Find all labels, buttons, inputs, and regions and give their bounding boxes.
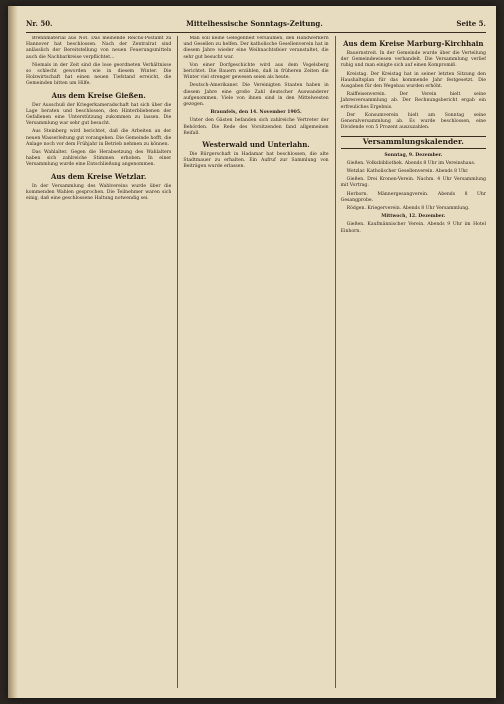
- article-text: Kreistag. Der Kreistag hat in seiner letzten Sitzung den Haushaltsplan für das kommende Jahr festgesetzt. Die Ausgaben für den Wegebau wurden erhöht.: [340, 71, 486, 90]
- calendar-entry: Rödgen. Kriegerverein. Abends 8 Uhr Versammlung.: [346, 206, 470, 212]
- article-text: In der Versammlung des Wahlvereins wurde über die kommenden Wahlen gesprochen. Die Teilnehmer waren sich einig, daß eine geschlossene Haltung notwendig sei.: [26, 183, 172, 202]
- section-heading: Westerwald und Unterlahn.: [202, 140, 310, 150]
- newspaper-page: [8, 6, 496, 698]
- newspaper-title: Mittelhessische Sonntags-Zeitung.: [186, 18, 323, 28]
- article-text: Der Konsumverein hielt am Sonntag seine Generalversammlung ab. Es wurde beschlossen, eine Dividende von 5 Prozent auszuzahlen.: [340, 112, 486, 131]
- calendar-heading: Versammlungskalender.: [341, 136, 486, 148]
- page-header: [26, 16, 486, 33]
- section-heading: Aus dem Kreise Gießen.: [51, 90, 146, 100]
- page-binding: [8, 6, 18, 698]
- dateline: Braunfels, den 14. November 1905.: [210, 110, 302, 116]
- article-text: Bauernstreit. In der Gemeinde wurde über die Verteilung der Gemeindewiesen verhandelt. Die Versammlung verlief ruhig und man einigte sich auf einen Kompromiß.: [340, 51, 486, 69]
- column-1: [26, 36, 171, 688]
- calendar-entry: Gießen. Kaufmännischer Verein. Abends 9 Uhr im Hotel Einhorn.: [340, 222, 486, 234]
- calendar-entry: Gießen. Drei Kronen-Verein. Nachm. 4 Uhr Versammlung mit Vortrag.: [340, 177, 486, 189]
- calendar-date: Mittwoch, 12. Dezember.: [381, 214, 446, 220]
- column-3: [335, 36, 486, 688]
- column-2: [177, 36, 328, 688]
- article-text: Das Wahlalter. Gegen die Herabsetzung des Wahlalters haben sich zahlreiche Stimmen erhoben. In einer Versammlung wurde eine Entschließung angenommen.: [26, 150, 172, 168]
- article-text: Man soll keine Gelegenheit versäumen, den Handwerkern und Gesellen zu helfen. Der katholische Gesellenverein hat in diesem Jahre wieder eine Weihnachtsfeier veranstaltet, die sehr gut besucht war.: [183, 36, 329, 60]
- article-text: Unter den Gästen befanden sich zahlreiche Vertreter der Behörden. Die Rede des Vorsitzenden fand allgemeinen Beifall.: [183, 118, 329, 136]
- article-text: Aus Steinberg wird berichtet, daß die Arbeiten an der neuen Wasserleitung gut vorangehen. Die Gemeinde hofft, die Anlage noch vor dem Frühjahr in Betrieb nehmen zu können.: [26, 129, 172, 147]
- issue-number: Nr. 50.: [26, 18, 53, 28]
- section-heading: Aus dem Kreise Wetzlar.: [50, 171, 147, 181]
- article-text: Die Bürgerschaft in Hadamar hat beschlossen, die alte Stadtmauer zu erhalten. Ein Aufruf zur Sammlung von Beiträgen wurde erlassen.: [183, 152, 329, 170]
- calendar-entry: Wetzlar. Katholischer Gesellenverein. Abends 8 Uhr.: [346, 169, 469, 175]
- article-text: Brennmaterial aus Not. Das meinende Reichs-Postamt zu Hannover hat beschlossen. Nach der Zentralrat sind anlässlich der Bereitstellung von neuen Feuerungsmitteln auch die Nachbarkreise verpflichtet...: [26, 36, 172, 60]
- article-text: Deutsch-Amerikaner. Die Vereinigten Staaten haben in diesem Jahre eine große Zahl deutscher Auswanderer aufgenommen. Viele von ihnen sind in den Mittelwesten gezogen.: [183, 83, 329, 108]
- section-heading: Aus dem Kreise Marburg-Kirchhain: [343, 39, 484, 48]
- text-columns: [26, 36, 486, 688]
- page-number: Seite 5.: [456, 18, 486, 28]
- article-text: Der Ausschuß der Kriegerkameradschaft hat sich über die Lage beraten und beschlossen, den Hinterbliebenen der Gefallenen eine Unterstützung zukommen zu lassen. Die Versammlung war sehr gut besucht.: [26, 102, 172, 127]
- article-text: Raiffeisenverein. Der Verein hielt seine Jahresversammlung ab. Der Rechnungsbericht ergab ein erfreuliches Ergebnis.: [340, 92, 486, 110]
- calendar-date: Sonntag, 9. Dezember.: [384, 152, 443, 158]
- article-text: Von einer Dorfgeschichte wird aus dem Vogelsberg berichtet. Die Bauern erzählen, daß in früheren Zeiten die Winter viel strenger gewesen seien als heute.: [183, 62, 329, 81]
- calendar-entry: Gießen. Volksbibliothek. Abends 8 Uhr im Vereinshaus.: [346, 160, 476, 166]
- calendar-entry: Herborn. Männergesangverein. Abends 8 Uhr Gesangprobe.: [340, 191, 486, 203]
- article-text: Niemals in der Zeit sind die lose geordneten Verhältnisse so schlecht geworden wie in diesem Winter. Die Holzwirtschaft hat einen neuen Tiefstand erreicht, die Gemeinden bitten um Hilfe.: [26, 62, 172, 87]
